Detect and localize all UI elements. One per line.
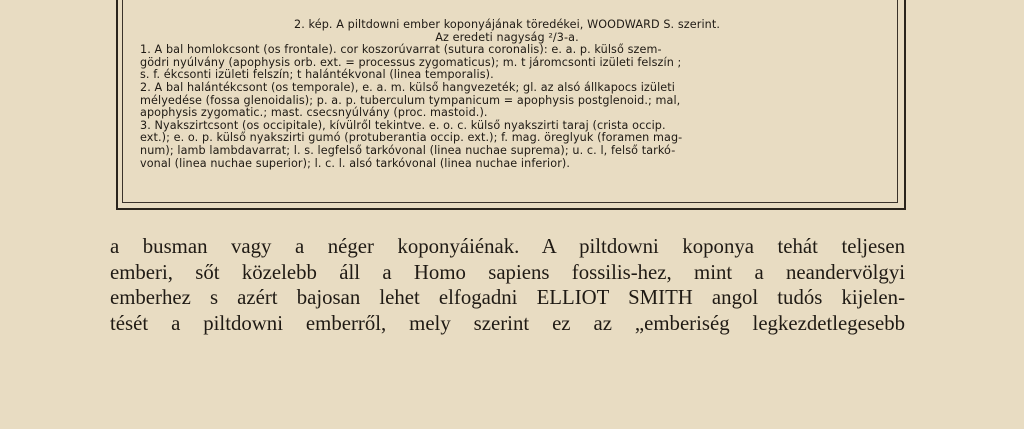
body-line: a busman vagy a néger koponyáiénak. A piltdowni koponya tehát teljesen [110, 235, 905, 258]
caption-subtitle: Az eredeti nagyság ²/3-a. [435, 30, 579, 44]
caption-title: 2. kép. A piltdowni ember koponyájának töredékei, WOODWARD S. szerint. [294, 18, 720, 31]
caption-line: apophysis zygomatic.; mast. csecsnyúlvány (proc. mastoid.). [140, 106, 488, 120]
caption-item-3 [140, 120, 874, 170]
body-line: emberhez s azért bajosan lehet elfogadni ELLIOT SMITH angol tudós kijelen- [110, 286, 905, 309]
caption-line: 3. Nyakszirtcsont (os occipitale), kívülről tekintve. e. o. c. külső nyakszirti taraj (crista occip. [140, 118, 666, 132]
caption-item-2 [140, 82, 874, 120]
caption-line: s. f. ékcsonti izületi felszín; t halántékvonal (linea temporalis). [140, 68, 494, 82]
caption-item-1 [140, 44, 874, 82]
caption-line: gödri nyúlvány (apophysis orb. ext. = processus zygomaticus); m. t járomcsonti izületi felszín ; [140, 55, 682, 69]
caption-line: ext.); e. o. p. külső nyakszirti gumó (protuberantia occip. ext.); f. mag. öreglyuk (foramen mag- [140, 131, 683, 145]
body-paragraph [110, 234, 905, 336]
caption-line: vonal (linea nuchae superior); l. c. l. alsó tarkóvonal (linea nuchae inferior). [140, 156, 571, 170]
body-line: tését a piltdowni emberről, mely szerint ez az „emberiség legkezdetlegesebb [110, 311, 905, 335]
caption-line: num); lamb lambdavarrat; l. s. legfelső tarkóvonal (linea nuchae suprema); u. c. l, felső tarkó- [140, 143, 676, 157]
figure-caption [140, 19, 874, 170]
caption-line: 2. A bal halántékcsont (os temporale), e. a. m. külső hangvezeték; gl. az alsó állkapocs izületi [140, 80, 675, 94]
body-line: emberi, sőt közelebb áll a Homo sapiens fossilis-hez, mint a neandervölgyi [110, 260, 905, 284]
caption-line: 1. A bal homlokcsont (os frontale). cor koszorúvarrat (sutura coronalis): e. a. p. külső szem- [140, 43, 662, 57]
caption-line: mélyedése (fossa glenoidalis); p. a. p. tuberculum tympanicum = apophysis postglenoid.; mal, [140, 93, 681, 107]
